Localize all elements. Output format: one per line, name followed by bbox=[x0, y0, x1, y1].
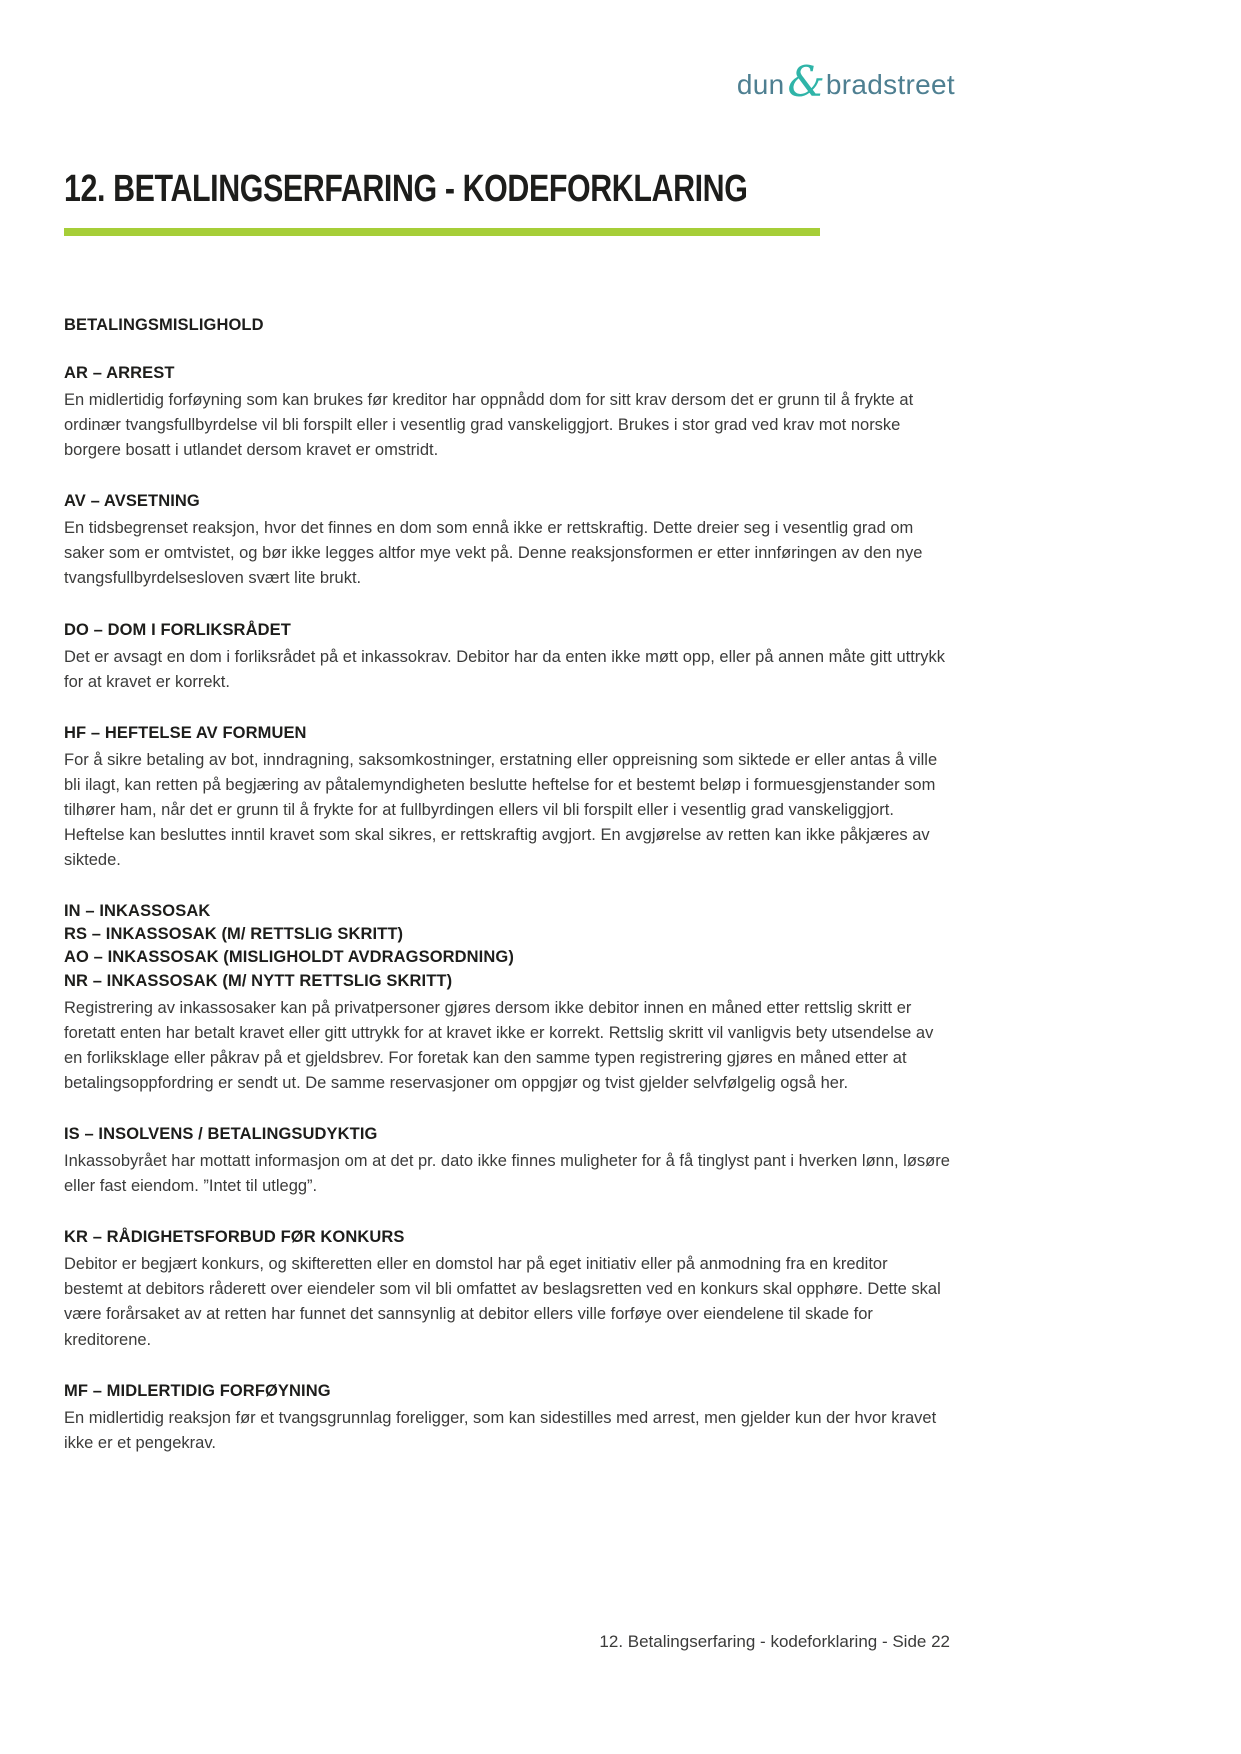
code-section-inkasso bbox=[64, 900, 950, 1096]
code-description-ar: En midlertidig forføyning som kan brukes før kreditor har oppnådd dom for sitt krav dersom det er grunn til å frykte at ordinær tvangsfullbyrdelse vil bli forspilt eller i vesentlig grad vanskeliggjort. Brukes i stor grad ved krav mot norske borgere bosatt i utlandet dersom kravet er omstridt. bbox=[64, 390, 914, 460]
code-heading-ao: AO – INKASSOSAK (MISLIGHOLDT AVDRAGSORDNING) bbox=[64, 948, 514, 967]
code-description-hf: For å sikre betaling av bot, inndragning, saksomkostninger, erstatning eller oppreisning som siktede er eller antas å ville bli ilagt, kan retten på begjæring av påtalemyndigheten beslutte heftelse for et bestemt beløp i formuesgjenstander som tilhører ham, når det er grunn til å frykte for at fullbyrdingen ellers vil bli forspilt eller i vesentlig grad vanskeliggjort. Heftelse kan besluttes inntil kravet som skal sikres, er rettskraftig avgjort. En avgjørelse av retten kan ikke påkjæres av siktede. bbox=[64, 750, 938, 870]
code-description-mf: En midlertidig reaksjon før et tvangsgrunnlag foreligger, som kan sidestilles med arrest, men gjelder kun der hvor kravet ikke er et pengekrav. bbox=[64, 1408, 937, 1452]
code-heading-nr: NR – INKASSOSAK (M/ NYTT RETTSLIG SKRITT) bbox=[64, 971, 453, 990]
page-footer: 12. Betalingserfaring - kodeforklaring - Side 22 bbox=[599, 1632, 950, 1651]
title-underline bbox=[64, 228, 820, 236]
code-section-mf bbox=[64, 1380, 950, 1456]
code-heading-ar: AR – ARREST bbox=[64, 363, 175, 382]
code-heading-do: DO – DOM I FORLIKSRÅDET bbox=[64, 620, 291, 639]
logo-word-dun: dun bbox=[736, 69, 785, 100]
document-content bbox=[64, 170, 950, 1456]
code-heading-rs: RS – INKASSOSAK (M/ RETTSLIG SKRITT) bbox=[64, 925, 404, 944]
code-heading-kr: KR – RÅDIGHETSFORBUD FØR KONKURS bbox=[64, 1228, 405, 1247]
code-section-kr bbox=[64, 1226, 950, 1352]
page-title-text: 12. BETALINGSERFARING - KODEFORKLARING bbox=[64, 168, 748, 210]
code-heading-mf: MF – MIDLERTIDIG FORFØYNING bbox=[64, 1381, 331, 1400]
code-heading-is: IS – INSOLVENS / BETALINGSUDYKTIG bbox=[64, 1124, 378, 1143]
code-heading-av: AV – AVSETNING bbox=[64, 492, 200, 511]
code-section-hf bbox=[64, 722, 950, 873]
code-description-av: En tidsbegrenset reaksjon, hvor det finnes en dom som ennå ikke er rettskraftig. Dette dreier seg i vesentlig grad om saker som er omtvistet, og bør ikke legges altfor mye vekt på. Denne reaksjonsformen er etter innføringen av den nye tvangsfullbyrdelsesloven svært lite brukt. bbox=[64, 519, 923, 588]
section-heading-betalingsmislighold: BETALINGSMISLIGHOLD bbox=[64, 315, 264, 334]
code-description-is: Inkassobyrået har mottatt informasjon om at det pr. dato ikke finnes muligheter for å få tinglyst pant i hverken lønn, løsøre eller fast eiendom. ”Intet til utlegg”. bbox=[64, 1152, 950, 1196]
code-section-av bbox=[64, 490, 950, 591]
page-title bbox=[64, 170, 950, 210]
dun-bradstreet-logo bbox=[736, 57, 955, 106]
code-heading-in: IN – INKASSOSAK bbox=[64, 902, 211, 921]
code-section-ar bbox=[64, 362, 950, 463]
logo-word-bradstreet: bradstreet bbox=[825, 69, 955, 100]
code-description-kr: Debitor er begjært konkurs, og skifteretten eller en domstol har på eget initiativ eller på anmodning fra en kreditor bestemt at debitors råderett over eiendeler som vil bli omfattet av beslagsretten ved en konkurs skal opphøre. Dette skal være forårsaket av at retten har funnet det sannsynlig at debitor ellers ville forføye over eiendelene til skade for kreditorene. bbox=[64, 1255, 941, 1349]
logo-ampersand-icon: & bbox=[787, 57, 825, 106]
code-section-do bbox=[64, 619, 950, 695]
code-description-inkasso: Registrering av inkassosaker kan på privatpersoner gjøres dersom ikke debitor innen en måned etter rettslig skritt er foretatt enten har betalt kravet eller gitt uttrykk for at kravet ikke er korrekt. Rettslig skritt vil vanligvis bety utsendelse av en forliksklage eller påkrav på et gjeldsbrev. For foretak kan den samme typen registrering gjøres en måned etter at betalingsoppfordring er sendt ut. De samme reservasjoner om oppgjør og tvist gjelder selvfølgelig også her. bbox=[64, 998, 934, 1092]
code-section-is bbox=[64, 1123, 950, 1199]
code-heading-hf: HF – HEFTELSE AV FORMUEN bbox=[64, 723, 307, 742]
code-description-do: Det er avsagt en dom i forliksrådet på et inkassokrav. Debitor har da enten ikke møtt opp, eller på annen måte gitt uttrykk for at kravet er korrekt. bbox=[64, 647, 946, 691]
